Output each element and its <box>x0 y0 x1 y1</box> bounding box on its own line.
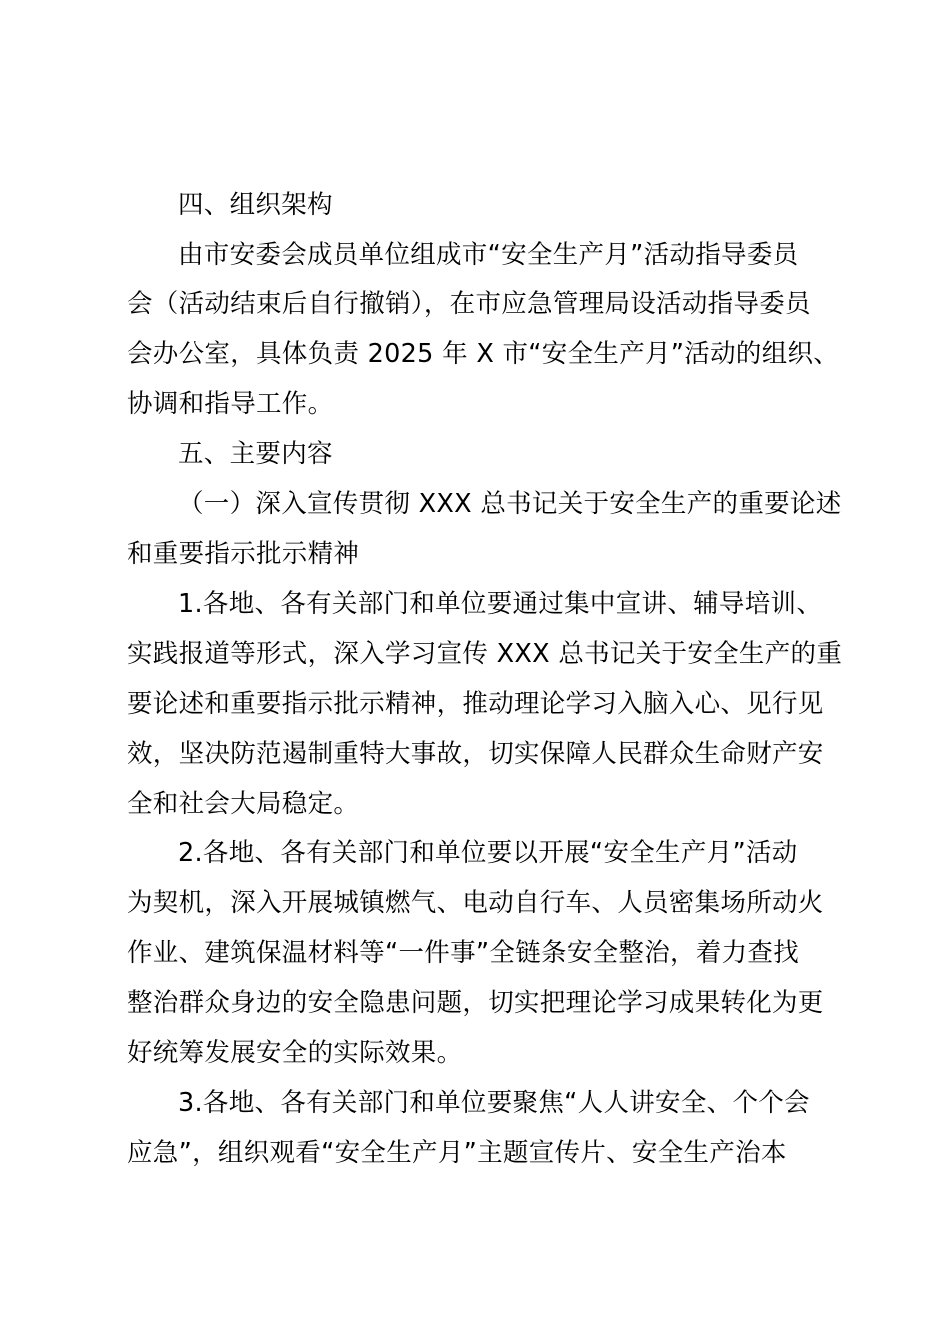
paragraph-line: 1.各地、各有关部门和单位要通过集中宣讲、辅导培训、 <box>178 589 823 619</box>
paragraph-line: 为契机，深入开展城镇燃气、电动自行车、人员密集场所动火 <box>127 888 824 918</box>
paragraph-line: 应急”，组织观看“安全生产月”主题宣传片、安全生产治本 <box>127 1138 787 1168</box>
paragraph-line: 由市安委会成员单位组成市“安全生产月”活动指导委员 <box>178 240 799 270</box>
paragraph-line: 整治群众身边的安全隐患问题，切实把理论学习成果转化为更 <box>127 988 824 1018</box>
paragraph-line: 实践报道等形式，深入学习宣传 XXX 总书记关于安全生产的重 <box>127 639 843 669</box>
section-heading-5: 五、主要内容 <box>178 439 333 469</box>
paragraph-line: 会办公室，具体负责 2025 年 X 市“安全生产月”活动的组织、 <box>127 339 840 369</box>
paragraph-line: 作业、建筑保温材料等“一件事”全链条安全整治，着力查找 <box>127 938 800 968</box>
subsection-heading-1: （一）深入宣传贯彻 XXX 总书记关于安全生产的重要论述 <box>178 489 842 519</box>
subsection-heading-1-cont: 和重要指示批示精神 <box>127 539 360 569</box>
paragraph-line: 效，坚决防范遏制重特大事故，切实保障人民群众生命财产安 <box>127 739 824 769</box>
paragraph-line: 协调和指导工作。 <box>127 389 334 419</box>
paragraph-line: 全和社会大局稳定。 <box>127 789 360 819</box>
paragraph-line: 会（活动结束后自行撤销），在市应急管理局设活动指导委员 <box>127 289 811 319</box>
paragraph-line: 2.各地、各有关部门和单位要以开展“安全生产月”活动 <box>178 838 798 868</box>
section-heading-4: 四、组织架构 <box>178 190 333 220</box>
paragraph-line: 好统筹发展安全的实际效果。 <box>127 1038 463 1068</box>
paragraph-line: 3.各地、各有关部门和单位要聚焦“人人讲安全、个个会 <box>178 1088 810 1118</box>
paragraph-line: 要论述和重要指示批示精神，推动理论学习入脑入心、见行见 <box>127 689 824 719</box>
